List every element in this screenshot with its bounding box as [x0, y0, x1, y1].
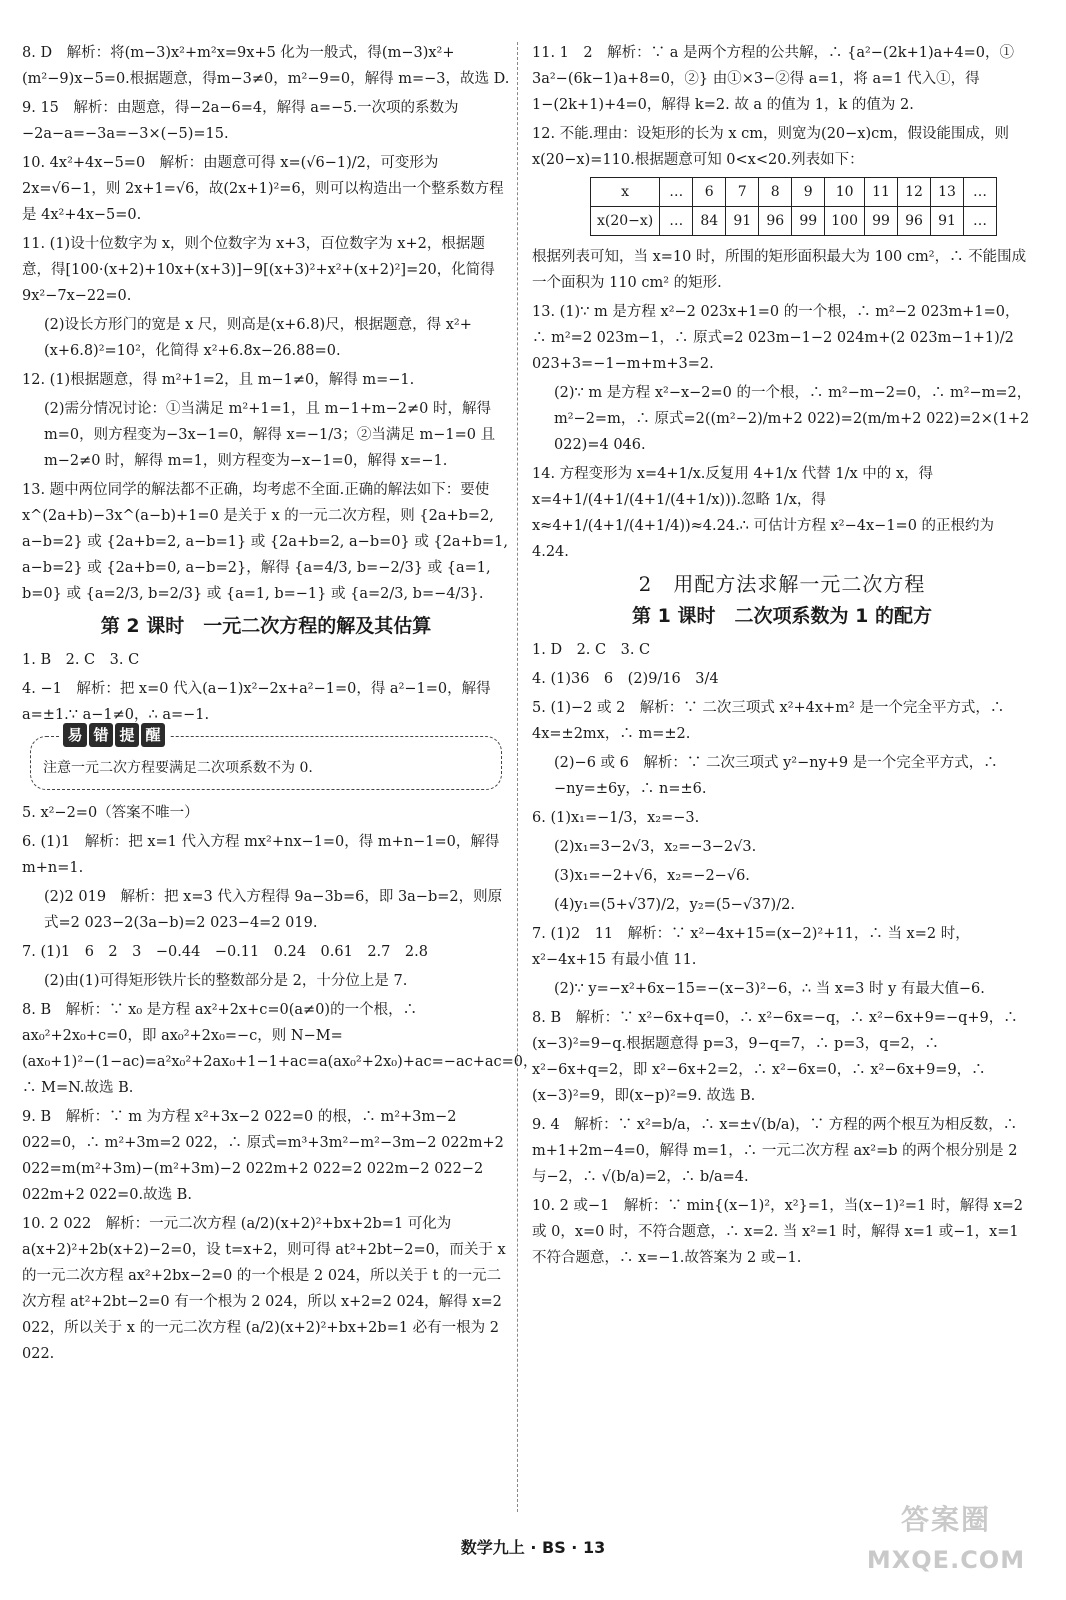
answer-9r: 9. 4 解析：∵ x²=b/a，∴ x=±√(b/a)，∵ 方程的两个根互为相反数，∴ m+1+2m−4=0，解得 m=1，∴ 一元二次方程 ax²=b 的两个根分别是 2 与−2，∴ √(b/a)=2，∴ b/a=4. — [532, 1117, 1018, 1185]
table-row — [591, 207, 997, 236]
answer-11-part1: 11. (1)设十位数字为 x，则个位数字为 x+3，百位数字为 x+2，根据题意，得[100·(x+2)+10x+(x+3)]−9[(x+3)²+x²+(x+2)²]=20，化简得 9x²−7x−22=0. — [22, 236, 495, 304]
table-cell: 91 — [931, 207, 964, 236]
table-cell: 9 — [792, 178, 825, 207]
values-table — [590, 177, 997, 236]
section-heading-chapter-2: 2 用配方法求解一元二次方程 — [638, 572, 926, 596]
answer-7-part2: (2)由(1)可得矩形铁片长的整数部分是 2，十分位上是 7. — [44, 973, 408, 989]
answer-13: 13. 题中两位同学的解法都不正确，均考虑不全面.正确的解法如下：要使 x^(2a+b)−3x^(a−b)+1=0 是关于 x 的一元二次方程，则 {2a+b=2, a−b=2} 或 {2a+b=2, a−b=1} 或 {2a+b=2, a−b=0} 或 {2a+b=1, a−b=2} 或 {2a+b=0, a−b=2}，解得 {a=4/3, b=−2/3} 或 {a=1, b=0} 或 {a=2/3, b=2/3} 或 {a=1, b=−1} 或 {a=2/3, b=−4/3}. — [22, 482, 508, 602]
page-footer: 数学九上 · BS · 13 — [460, 1538, 606, 1557]
error-tip-title — [59, 723, 169, 747]
tip-char: 错 — [89, 723, 113, 747]
answer-5: 5. x²−2=0（答案不唯一） — [22, 805, 199, 821]
table-cell: 11 — [865, 178, 898, 207]
answer-7r-part2: (2)∵ y=−x²+6x−15=−(x−3)²−6，∴ 当 x=3 时 y 有最大值−6. — [554, 981, 985, 997]
answer-14r: 14. 方程变形为 x=4+1/x.反复用 4+1/x 代替 1/x 中的 x，得 x=4+1/(4+1/(4+1/(4+1/x))).忽略 1/x，得 x≈4+1/(4+1/(4+1/4))≈4.24.∴ 可估计方程 x²−4x−1=0 的正根约为 4.24. — [532, 466, 995, 560]
answer-6r-part4: (4)y₁=(5+√37)/2，y₂=(5−√37)/2. — [554, 897, 795, 913]
right-column — [532, 40, 1032, 1274]
tip-char: 易 — [63, 723, 87, 747]
answers-1-3: 1. B 2. C 3. C — [22, 652, 140, 668]
answer-10r: 10. 2 或−1 解析：∵ min{(x−1)²，x²}=1，当(x−1)²=1 时，解得 x=2 或 0，x=0 时，不符合题意，∴ x=2. 当 x²=1 时，解得 x=1 或−1，x=1 不符合题意，∴ x=−1.故答案为 2 或−1. — [532, 1198, 1024, 1266]
answer-6r-part1: 6. (1)x₁=−1/3，x₂=−3. — [532, 810, 700, 826]
answer-11r: 11. 1 2 解析：∵ a 是两个方程的公共解，∴ {a²−(2k+1)a+4=0，① 3a²−(6k−1)a+8=0，②} 由①×3−②得 a=1，将 a=1 代入①，得 1−(2k+1)+4=0，解得 k=2. 故 a 的值为 1，k 的值为 2. — [532, 45, 1015, 113]
table-cell: x(20−x) — [591, 207, 660, 236]
table-cell: 12 — [898, 178, 931, 207]
tip-char: 醒 — [141, 723, 165, 747]
table-cell: 10 — [825, 178, 865, 207]
table-cell: 99 — [865, 207, 898, 236]
table-cell: 8 — [759, 178, 792, 207]
table-cell: 7 — [726, 178, 759, 207]
answer-4: 4. −1 解析：把 x=0 代入(a−1)x²−2x+a²−1=0，得 a²−1=0，解得 a=±1.∵ a−1≠0，∴ a=−1. — [22, 681, 491, 723]
section-heading-lesson-1: 第 1 课时 二次项系数为 1 的配方 — [632, 605, 932, 627]
answers-1-3r: 1. D 2. C 3. C — [532, 642, 651, 658]
answer-9b: 9. B 解析：∵ m 为方程 x²+3x−2 022=0 的根，∴ m²+3m−2 022=0，∴ m²+3m=2 022，∴ 原式=m³+3m²−m²−3m−2 022m+2 022=m(m²+3m)−(m²+3m)−2 022m+2 022=2 022m−2 022−2 022m+2 022=0.故选 B. — [22, 1109, 504, 1203]
table-cell: … — [964, 207, 997, 236]
answer-8r: 8. B 解析：∵ x²−6x+q=0，∴ x²−6x=−q，∴ x²−6x+9=−q+9，∴ (x−3)²=9−q.根据题意得 p=3，9−q=7，∴ p=3，q=2，∴ x²−6x+q=2，即 x²−6x+2=2，∴ x²−6x=0，∴ x²−6x+9=9，∴ (x−3)²=9，即(x−p)²=9. 故选 B. — [532, 1010, 1018, 1104]
watermark-url: MXQE.COM — [866, 1546, 1026, 1574]
answer-13r-part2: (2)∵ m 是方程 x²−x−2=0 的一个根，∴ m²−m−2=0，∴ m²−m=2，m²−2=m，∴ 原式=2((m²−2)/m+2 022)=2(m/m+2 022)=2×(1+2 022)=4 046. — [554, 385, 1032, 453]
table-cell: 100 — [825, 207, 865, 236]
answer-7r-part1: 7. (1)2 11 解析：∵ x²−4x+15=(x−2)²+11，∴ 当 x=2 时，x²−4x+15 有最小值 11. — [532, 926, 970, 968]
tip-char: 提 — [115, 723, 139, 747]
answer-5r-part1: 5. (1)−2 或 2 解析：∵ 二次三项式 x²+4x+m² 是一个完全平方式，∴ 4x=±2mx，∴ m=±2. — [532, 700, 1005, 742]
table-cell: 84 — [693, 207, 726, 236]
table-cell: 99 — [792, 207, 825, 236]
watermark-text: 答案圈 — [900, 1503, 991, 1536]
table-cell: x — [591, 178, 660, 207]
answer-10: 10. 4x²+4x−5=0 解析：由题意可得 x=(√6−1)/2，可变形为 2x=√6−1，则 2x+1=√6，故(2x+1)²=6，则可以构造出一个整系数方程是 4x²+4x−5=0. — [22, 155, 504, 223]
answer-13r-part1: 13. (1)∵ m 是方程 x²−2 023x+1=0 的一个根，∴ m²−2 023m+1=0，∴ m²=2 023m−1，∴ 原式=2 023m−1−2 024m+(2 023m−1+1)/2 023+3=−1−m+m+3=2. — [532, 304, 1020, 372]
answer-12-part1: 12. (1)根据题意，得 m²+1=2，且 m−1≠0，解得 m=−1. — [22, 372, 415, 388]
answer-5r-part2: (2)−6 或 6 解析：∵ 二次三项式 y²−ny+9 是一个完全平方式，∴ −ny=±6y，∴ n=±6. — [554, 755, 998, 797]
answer-12-part2: (2)需分情况讨论：①当满足 m²+1=1，且 m−1+m−2≠0 时，解得 m=0，则方程变为−3x−1=0，解得 x=−1/3；②当满足 m−1=0 且 m−2≠0 时，解得 m=1，则方程变为−x−1=0，解得 x=−1. — [44, 401, 496, 469]
answer-12r-conclusion: 根据列表可知，当 x=10 时，所围的矩形面积最大为 100 cm²，∴ 不能围成一个面积为 110 cm² 的矩形. — [532, 249, 1027, 291]
answer-11-part2: (2)设长方形门的宽是 x 尺，则高是(x+6.8)尺，根据题意，得 x²+(x+6.8)²=10²，化简得 x²+6.8x−26.88=0. — [44, 317, 472, 359]
table-cell: 96 — [898, 207, 931, 236]
answer-6r-part3: (3)x₁=−2+√6，x₂=−2−√6. — [554, 868, 750, 884]
table-cell: 96 — [759, 207, 792, 236]
answer-12r: 12. 不能.理由：设矩形的长为 x cm，则宽为(20−x)cm，假设能围成，则 x(20−x)=110.根据题意可知 0<x<20.列表如下： — [532, 126, 1010, 168]
table-cell: 13 — [931, 178, 964, 207]
answer-8b: 8. B 解析：∵ x₀ 是方程 ax²+2x+c=0(a≠0)的一个根，∴ ax₀²+2x₀+c=0，即 ax₀²+2x₀=−c，则 N−M=(ax₀+1)²−(1−ac)=a²x₀²+2ax₀+1−1+ac=a(ax₀²+2x₀)+ac=−ac+ac=0，∴ M=N.故选 B. — [22, 1002, 538, 1096]
table-cell: … — [660, 207, 693, 236]
table-cell: 6 — [693, 178, 726, 207]
answer-6r-part2: (2)x₁=3−2√3，x₂=−3−2√3. — [554, 839, 757, 855]
error-tip-box — [30, 726, 502, 790]
table-row — [591, 178, 997, 207]
table-cell: 91 — [726, 207, 759, 236]
section-heading-lesson-2: 第 2 课时 一元二次方程的解及其估算 — [100, 615, 432, 637]
table-cell: … — [964, 178, 997, 207]
answer-6-part1: 6. (1)1 解析：把 x=1 代入方程 mx²+nx−1=0，得 m+n−1=0，解得 m+n=1. — [22, 834, 500, 876]
watermark-logo — [846, 1500, 1046, 1592]
answer-6-part2: (2)2 019 解析：把 x=3 代入方程得 9a−3b=6，即 3a−b=2，则原式=2 023−2(3a−b)=2 023−4=2 019. — [44, 889, 503, 931]
answer-8: 8. D 解析：将(m−3)x²+m²x=9x+5 化为一般式，得(m−3)x²+(m²−9)x−5=0.根据题意，得m−3≠0，m²−9=0，解得 m=−3，故选 D. — [22, 45, 510, 87]
left-column — [22, 40, 538, 1370]
answer-4r: 4. (1)36 6 (2)9/16 3/4 — [532, 671, 719, 687]
answer-7-part1: 7. (1)1 6 2 3 −0.44 −0.11 0.24 0.61 2.7 2.8 — [22, 944, 428, 960]
answer-9: 9. 15 解析：由题意，得−2a−6=4，解得 a=−5.一次项的系数为−2a−a=−3a=−3×(−5)=15. — [22, 100, 459, 142]
table-cell: … — [660, 178, 693, 207]
column-divider — [517, 42, 518, 1512]
answer-10b: 10. 2 022 解析：一元二次方程 (a/2)(x+2)²+bx+2b=1 可化为 a(x+2)²+2b(x+2)−2=0，设 t=x+2，则可得 at²+2bt−2=0，而关于 x 的一元二次方程 ax²+2bx−2=0 的一个根是 2 024，所以关于 t 的一元二次方程 at²+2bt−2=0 有一个根为 2 024，所以 x+2=2 024，解得 x=2 022，所以关于 x 的一元二次方程 (a/2)(x+2)²+bx+2b=1 必有一根为 2 022. — [22, 1216, 506, 1362]
error-tip-text: 注意一元二次方程要满足二次项系数不为 0. — [43, 760, 313, 776]
